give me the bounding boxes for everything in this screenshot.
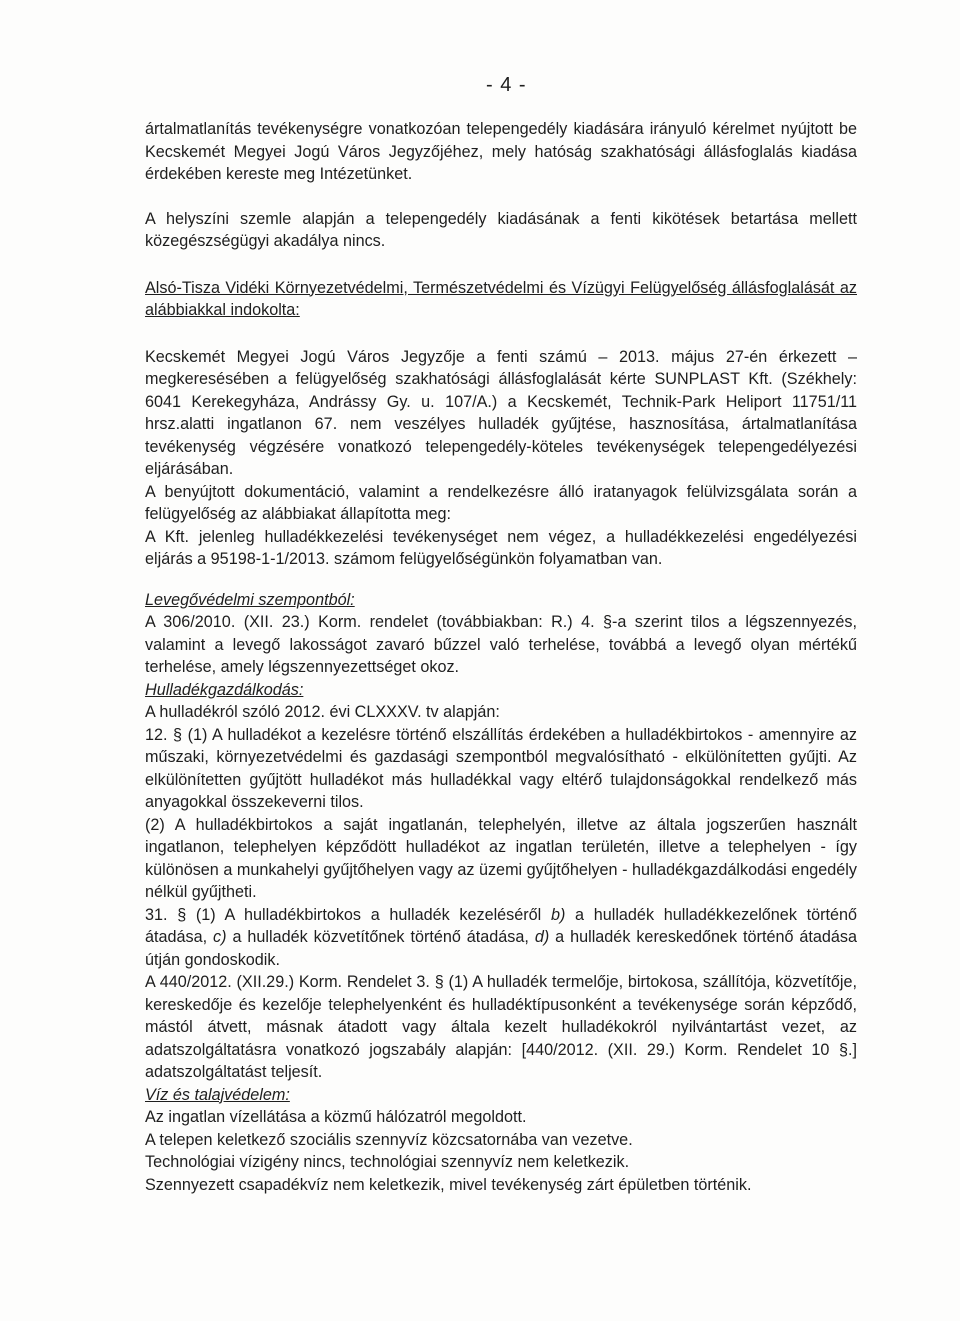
paragraph-waste-law: A hulladékról szóló 2012. évi CLXXXV. tv alapján: [145, 703, 500, 721]
paragraph-review: A benyújtott dokumentáció, valamint a rendelkezésre álló iratanyagok felülvizsgálata során a felügyelőség az alábbiakat állapította meg: [145, 482, 857, 523]
text-fragment-italic: d) [534, 928, 550, 946]
document-body [145, 118, 857, 1196]
paragraph-request: Kecskemét Megyei Jogú Város Jegyzője a fenti számú – 2013. május 27-én érkezett – megkeresésében a felügyelőség szakhatósági állásfoglalását kérte SUNPLAST Kft. (Székhely: 6041 Kerekegyháza, Andrássy Gy. u. 107/A.) a Kecskemét, Technik-Park Heliport 11751/11 hrsz.alatti ingatlanon 67. nem veszélyes hulladék gyűjtése, hasznosítása, ártalmatlanítása tevékenység végzésére vonatkozó telepengedély-köteles tevékenységek telepengedélyezési eljárásában. [145, 347, 857, 478]
paragraph-authority-heading: Alsó-Tisza Vidéki Környezetvédelmi, Természetvédelmi és Vízügyi Felügyelőség állásfoglalását az alábbiakkal indokolta: [145, 278, 857, 319]
paragraph-kft-status: A Kft. jelenleg hulladékkezelési tevékenységet nem végez, a hulladékkezelési engedélyezési eljárás a 95198-1-1/2013. számom felügyelőségünkön folyamatban van. [145, 527, 857, 568]
text-fragment: a hulladék közvetítőnek történő átadása, [226, 928, 535, 946]
paragraph-water-supply: Az ingatlan vízellátása a közmű hálózatról megoldott. [145, 1108, 527, 1126]
paragraph-rainwater: Szennyezett csapadékvíz nem keletkezik, mivel tevékenység zárt épületben történik. [145, 1175, 752, 1194]
paragraph-intro: ártalmatlanítás tevékenységre vonatkozóan telepengedély kiadására irányuló kérelmet nyújtott be Kecskemét Megyei Jogú Város Jegyzőjéhez, mely hatóság szakhatósági állásfoglalás kiadása érdekében kereste meg Intézetünket. [145, 120, 857, 183]
paragraph-tech-water: Technológiai vízigény nincs, technológiai szennyvíz nem keletkezik. [145, 1153, 630, 1171]
paragraph-inspection: A helyszíni szemle alapján a telepengedély kiadásának a fenti kikötések betartása mellett közegészségügyi akadálya nincs. [145, 209, 857, 250]
section-heading-water-soil: Víz és talajvédelem: [145, 1085, 290, 1104]
paragraph-waste-440-2012: A 440/2012. (XII.29.) Korm. Rendelet 3. § (1) A hulladék termelője, birtokosa, szállítója, közvetítője, kereskedője és kezelője telephelyenként és hulladéktípusonként a tevékenysége során képződő, mástól átvett, másnak átadott vagy általa kezelt hulladékokról nyilvántartást vezet, az adatszolgáltatásra vonatkozó jogszabály alapján: [440/2012. (XII. 29.) Korm. Rendelet 10 §.] adatszolgáltatást teljesít. [145, 973, 857, 1081]
text-fragment-italic: c) [213, 928, 227, 946]
paragraph-air-regulation: A 306/2010. (XII. 23.) Korm. rendelet (továbbiakban: R.) 4. §-a szerint tilos a légszennyezés, valamint a levegő lakosságot zavaró bűzzel való terhelése, továbbá a levegő olyan mértékű terhelése, amely légszennyezettséget okoz. [145, 613, 857, 676]
paragraph-waste-12-1: 12. § (1) A hulladékot a kezelésre történő elszállítás érdekében a hulladékbirtokos - amennyire az műszaki, környezetvédelmi és gazdasági szempontból megvalósítható - elkülönítetten gyűjti. Az elkülönítetten gyűjtött hulladékot más hulladékkal vagy eltérő tulajdonságokkal rendelkező más anyagokkal összekeverni tilos. [145, 725, 857, 811]
paragraph-waste-31 [145, 904, 857, 972]
text-fragment: a hulladék kereskedőnek történő átadása útján gondoskodik. [145, 928, 857, 969]
section-heading-air: Levegővédelmi szempontból: [145, 590, 355, 609]
section-heading-waste: Hulladékgazdálkodás: [145, 680, 304, 699]
paragraph-waste-12-2: (2) A hulladékbirtokos a saját ingatlanán, telephelyén, illetve az általa jogszerűen használt ingatlanon, telephelyen képződött hulladékot az ingatlan területén, illetve a telephelyen - így különösen a munkahelyi gyűjtőhelyen vagy az üzemi gyűjtőhelyen - hulladékgazdálkodási engedély nélkül gyűjtheti. [145, 815, 857, 901]
text-fragment-italic: b) [550, 905, 566, 924]
paragraph-sewage: A telepen keletkező szociális szennyvíz közcsatornába van vezetve. [145, 1130, 633, 1149]
page-number: - 4 - [486, 74, 527, 96]
text-fragment: a hulladék hulladékkezelőnek történő átadása, [145, 905, 857, 946]
text-fragment: 31. § (1) A hulladékbirtokos a hulladék kezeléséről [145, 905, 551, 924]
